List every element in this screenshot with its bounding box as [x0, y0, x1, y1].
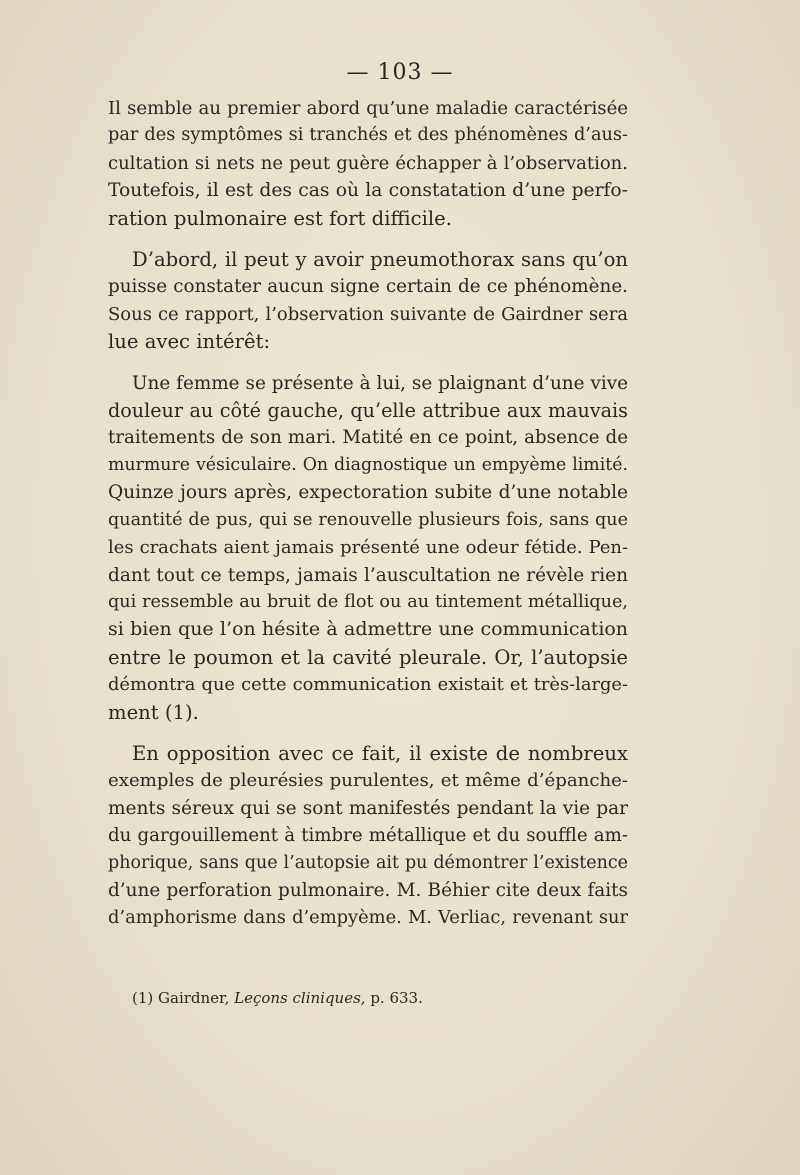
body-text: [108, 95, 628, 932]
text-line: par des symptômes si tranchés et des phénomènes d’aus-: [108, 125, 628, 146]
text-line: qui ressemble au bruit de flot ou au tintement métallique,: [108, 591, 628, 612]
text-line: si bien que l’on hésite à admettre une communication: [108, 618, 628, 641]
text-line: ration pulmonaire est fort difficile.: [108, 206, 452, 230]
text-line: Une femme se présente à lui, se plaignant d’une vive: [132, 372, 628, 394]
paragraph-4: [108, 740, 628, 932]
text-line: D’abord, il peut y avoir pneumothorax sans qu’on: [132, 248, 628, 272]
text-line: exemples de pleurésies purulentes, et même d’épanche-: [108, 770, 628, 792]
text-line: murmure vésiculaire. On diagnostique un empyème limité.: [108, 454, 628, 475]
text-line: d’une perforation pulmonaire. M. Béhier cite deux faits: [108, 879, 628, 901]
paragraph-1: [108, 95, 628, 232]
text-line: Quinze jours après, expectoration subite d’une notable: [108, 482, 628, 504]
text-line: En opposition avec ce fait, il existe de nombreux: [132, 741, 628, 765]
text-line: ment (1).: [108, 700, 199, 724]
footnote-title: Leçons cliniques: [234, 989, 361, 1007]
text-line: cultation si nets ne peut guère échapper à l’observation.: [108, 152, 628, 174]
text-line: entre le poumon et la cavité pleurale. Or, l’autopsie: [108, 645, 628, 669]
text-line: phorique, sans que l’autopsie ait pu démontrer l’existence: [108, 852, 628, 873]
footnote-marker: (1) Gairdner,: [132, 989, 235, 1007]
text-line: d’amphorisme dans d’empyème. M. Verliac, revenant sur: [108, 907, 628, 929]
page-number: — 103 —: [346, 60, 454, 85]
text-line: douleur au côté gauche, qu’elle attribue aux mauvais: [108, 399, 628, 423]
text-line: Sous ce rapport, l’observation suivante de Gairdner sera: [108, 303, 628, 325]
text-line: lue avec intérêt:: [108, 330, 271, 354]
text-line: démontra que cette communication existait et très-large-: [108, 674, 628, 696]
text-line: du gargouillement à timbre métallique et du souffle am-: [108, 825, 628, 847]
text-line: ments séreux qui se sont manifestés pendant la vie par: [108, 797, 628, 819]
text-line: quantité de pus, qui se renouvelle plusieurs fois, sans que: [108, 509, 628, 530]
text-line: puisse constater aucun signe certain de ce phénomène.: [108, 276, 628, 298]
paragraph-3: [108, 370, 628, 726]
text-line: dant tout ce temps, jamais l’auscultation ne révèle rien: [108, 564, 628, 586]
text-line: les crachats aient jamais présenté une odeur fétide. Pen-: [108, 537, 628, 559]
footnote-rest: , p. 633.: [360, 989, 423, 1007]
footnote: [132, 988, 423, 1008]
paragraph-2: [108, 246, 628, 356]
text-line: traitements de son mari. Matité en ce point, absence de: [108, 427, 628, 449]
text-line: Toutefois, il est des cas où la constatation d’une perfo-: [108, 180, 628, 202]
text-line: Il semble au premier abord qu’une maladie caractérisée: [108, 98, 628, 119]
